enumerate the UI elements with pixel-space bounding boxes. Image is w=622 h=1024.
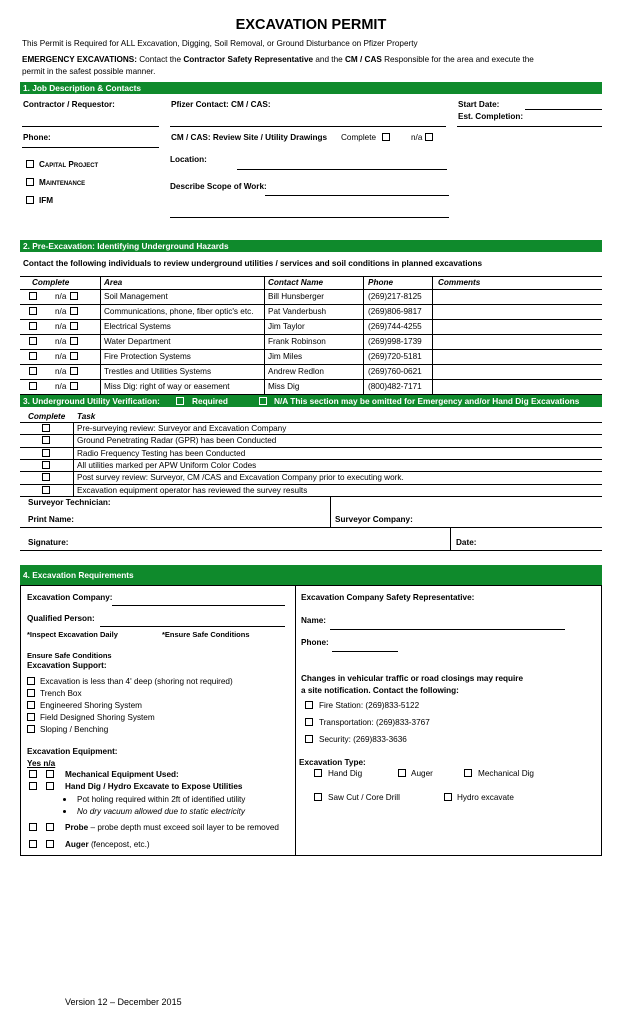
maintenance-checkbox[interactable] (26, 178, 34, 186)
task-row (20, 447, 602, 459)
row-na-label: n/a (55, 367, 67, 376)
type-mechanical: Mechanical Dig (478, 769, 534, 778)
surveyor-company-line[interactable] (330, 527, 602, 528)
section4-divider (295, 585, 296, 856)
task-text: Excavation equipment operator has reviewed the survey results (77, 485, 308, 495)
table-header-cell: Phone (368, 278, 394, 287)
emergency-text: Contact the (139, 55, 182, 64)
review-label: CM / CAS: Review Site / Utility Drawings (171, 133, 328, 142)
task-text: Post survey review: Surveyor, CM /CAS and Excavation Company prior to executing work. (77, 473, 404, 483)
table-row (20, 379, 602, 394)
date-label: Date: (456, 538, 477, 547)
row-na-label: n/a (55, 382, 67, 391)
bullet-1 (63, 798, 66, 801)
auger-na-checkbox[interactable] (46, 840, 54, 848)
support-option-label: Trench Box (40, 689, 82, 698)
location-label: Location: (170, 155, 207, 164)
row-contact: Jim Miles (268, 352, 303, 361)
phone-line[interactable] (22, 147, 159, 148)
signature-line[interactable] (20, 550, 450, 551)
review-na: n/a (411, 133, 423, 142)
required-label: Required (192, 396, 228, 406)
row-complete-checkbox[interactable] (29, 352, 37, 360)
review-line (171, 133, 327, 142)
table-row (20, 349, 602, 364)
changes-text-1: Changes in vehicular traffic or road closings may require (301, 674, 524, 683)
est-completion-line[interactable] (457, 126, 602, 127)
emergency-text3: Responsible for the area and execute the (384, 55, 534, 64)
ifm-label: IFM (39, 196, 54, 205)
probe-label: Probe (65, 823, 89, 832)
row-contact: Andrew Redlon (268, 367, 324, 376)
page-title: EXCAVATION PERMIT (235, 17, 387, 33)
support-option-checkbox[interactable] (27, 677, 35, 685)
row-na-checkbox[interactable] (70, 307, 78, 315)
task-complete-checkbox[interactable] (42, 424, 50, 432)
qualified-person-label: Qualified Person: (27, 614, 95, 623)
row-complete-checkbox[interactable] (29, 367, 37, 375)
type-mechanical-checkbox[interactable] (464, 769, 472, 777)
notification-checkbox[interactable] (305, 701, 313, 709)
table-header-cell: Area (104, 278, 123, 287)
support-option-label: Sloping / Benching (40, 725, 109, 734)
type-auger: Auger (411, 769, 433, 778)
row-area: Trestles and Utilities Systems (104, 367, 212, 376)
task-header-complete: Complete (28, 412, 66, 421)
hazard-contacts-table (20, 276, 602, 394)
surveyor-tech-label: Surveyor Technician: (28, 498, 111, 507)
bullet1-text: Pot holing required within 2ft of identified utility (77, 795, 246, 804)
bullet-2 (63, 810, 66, 813)
type-hand-dig: Hand Dig (328, 769, 363, 778)
rep-name-line[interactable] (330, 629, 565, 630)
section2-instruction: Contact the following individuals to review underground utilities / services and soil conditions in planned excavations (23, 259, 483, 268)
row-area: Fire Protection Systems (104, 352, 191, 361)
pfizer-contact-line (170, 126, 446, 127)
row-contact: Jim Taylor (268, 322, 305, 331)
row-na-label: n/a (55, 337, 67, 346)
support-option-label: Excavation is less than 4' deep (shoring not required) (40, 677, 233, 686)
row-phone: (269)744-4255 (368, 322, 422, 331)
row-na-checkbox[interactable] (70, 322, 78, 330)
print-name-label: Print Name: (28, 515, 74, 524)
scope-line-2[interactable] (170, 217, 449, 218)
support-option-checkbox[interactable] (27, 701, 35, 709)
row-phone: (269)720-5181 (368, 352, 422, 361)
signature-divider (450, 527, 451, 550)
auger-text: (fencepost, etc.) (90, 840, 150, 849)
row-contact: Frank Robinson (268, 337, 326, 346)
yes-na-header: Yes n/a (27, 759, 56, 768)
task-header-task: Task (77, 412, 96, 421)
surveyor-company-label: Surveyor Company: (335, 515, 413, 524)
table-header-cell: Comments (438, 278, 481, 287)
excavation-company-line[interactable] (112, 605, 285, 606)
required-checkbox[interactable] (176, 397, 184, 405)
emergency-text2: and the (315, 55, 343, 64)
row-na-label: n/a (55, 352, 67, 361)
emergency-line2: permit in the safest possible manner. (22, 67, 156, 76)
section3-header (20, 395, 602, 407)
start-date-label: Start Date: (458, 100, 500, 109)
task-complete-checkbox[interactable] (42, 486, 50, 494)
mech-na-checkbox[interactable] (46, 770, 54, 778)
equipment-title: Excavation Equipment: (27, 747, 118, 756)
review-complete: Complete (341, 133, 377, 142)
support-option-checkbox[interactable] (27, 713, 35, 721)
capital-project-label: Capital Project (39, 160, 99, 169)
emergency-bold2: CM / CAS (344, 55, 382, 64)
task-complete-checkbox[interactable] (42, 436, 50, 444)
hand-yes-checkbox[interactable] (29, 782, 37, 790)
task-text: All utilities marked per APW Uniform Color Codes (77, 460, 257, 470)
row-area: Miss Dig: right of way or easement (104, 382, 230, 391)
support-option-label: Field Designed Shoring System (40, 713, 155, 722)
rep-phone-label: Phone: (301, 638, 329, 647)
task-complete-checkbox[interactable] (42, 449, 50, 457)
row-na-label: n/a (55, 307, 67, 316)
task-text: Ground Penetrating Radar (GPR) has been Conducted (77, 436, 277, 446)
task-row (20, 484, 602, 496)
row-complete-checkbox[interactable] (29, 322, 37, 330)
type-hydro: Hydro excavate (457, 793, 514, 802)
row-na-label: n/a (55, 322, 67, 331)
emergency-bold1: Contractor Safety Representative (183, 55, 314, 64)
probe-na-checkbox[interactable] (46, 823, 54, 831)
row-na-checkbox[interactable] (70, 337, 78, 345)
type-auger-checkbox[interactable] (398, 769, 406, 777)
inspect-daily: *Inspect Excavation Daily (27, 630, 118, 639)
support-title: Excavation Support: (27, 661, 107, 670)
support-option-checkbox[interactable] (27, 689, 35, 697)
task-row (20, 434, 602, 446)
row-phone: (269)806-9817 (368, 307, 422, 316)
type-hydro-checkbox[interactable] (444, 793, 452, 801)
auger-yes-checkbox[interactable] (29, 840, 37, 848)
notification-contact: Security: (269)833-3636 (319, 735, 407, 744)
probe-text: – probe depth must exceed soil layer to be removed (90, 823, 279, 832)
section3-title: 3. Underground Utility Verification: (23, 396, 160, 406)
row-complete-checkbox[interactable] (29, 337, 37, 345)
table-row (20, 319, 602, 334)
signature-label: Signature: (28, 538, 69, 547)
review-complete-checkbox[interactable] (382, 133, 390, 141)
mech-label: Mechanical Equipment Used: (65, 770, 179, 779)
probe-yes-checkbox[interactable] (29, 823, 37, 831)
row-na-label: n/a (55, 292, 67, 301)
section1-header: 1. Job Description & Contacts (20, 82, 602, 94)
row-contact: Miss Dig (268, 382, 300, 391)
hand-na-checkbox[interactable] (46, 782, 54, 790)
row-phone: (269)760-0621 (368, 367, 422, 376)
maintenance-label: Maintenance (39, 178, 86, 187)
row-na-checkbox[interactable] (70, 382, 78, 390)
row-na-checkbox[interactable] (70, 352, 78, 360)
phone-label: Phone: (23, 133, 51, 142)
notification-checkbox[interactable] (305, 718, 313, 726)
rep-name-label: Name: (301, 616, 327, 625)
changes-text-2: a site notification. Contact the following: (301, 686, 459, 695)
task-complete-checkbox[interactable] (42, 473, 50, 481)
review-na-checkbox[interactable] (425, 133, 433, 141)
emergency-label: EMERGENCY EXCAVATIONS: (22, 55, 137, 64)
ensure-safe-title: Ensure Safe Conditions (27, 651, 112, 660)
table-row (20, 334, 602, 349)
type-hand-dig-checkbox[interactable] (314, 769, 322, 777)
notification-contact: Transportation: (269)833-3767 (319, 718, 430, 727)
row-area: Water Department (104, 337, 171, 346)
contractor-line (22, 126, 159, 127)
safety-rep-label: Excavation Company Safety Representative: (301, 593, 475, 602)
row-complete-checkbox[interactable] (29, 307, 37, 315)
mech-yes-checkbox[interactable] (29, 770, 37, 778)
row-na-checkbox[interactable] (70, 367, 78, 375)
notification-contact: Fire Station: (269)833-5122 (319, 701, 420, 710)
section2-header: 2. Pre-Excavation: Identifying Underground Hazards (20, 240, 602, 252)
verification-tasks-table (20, 410, 602, 496)
task-row-border (20, 496, 602, 497)
table-row (20, 289, 602, 304)
task-row (20, 471, 602, 483)
auger-label: Auger (65, 840, 89, 849)
version-footer: Version 12 – December 2015 (65, 997, 182, 1007)
task-complete-checkbox[interactable] (42, 461, 50, 469)
row-complete-checkbox[interactable] (29, 382, 37, 390)
task-text: Radio Frequency Testing has been Conducted (77, 448, 246, 458)
task-row (20, 422, 602, 434)
support-option-label: Engineered Shoring System (40, 701, 142, 710)
row-contact: Bill Hunsberger (268, 292, 324, 301)
task-text: Pre-surveying review: Surveyor and Excavation Company (77, 424, 287, 433)
est-completion-label: Est. Completion: (458, 112, 524, 121)
ensure-safe: *Ensure Safe Conditions (162, 630, 250, 639)
section3-na-note: N/A This section may be omitted for Emergency and/or Hand Dig Excavations (274, 396, 580, 406)
row-na-checkbox[interactable] (70, 292, 78, 300)
pfizer-contact-label: Pfizer Contact: CM / CAS: (171, 100, 271, 109)
support-option-checkbox[interactable] (27, 725, 35, 733)
type-saw-cut: Saw Cut / Core Drill (328, 793, 400, 802)
row-phone: (269)217-8125 (368, 292, 422, 301)
row-area: Communications, phone, fiber optic's etc. (104, 307, 254, 316)
location-line[interactable] (237, 169, 447, 170)
type-title: Excavation Type: (299, 758, 366, 767)
table-header-cell: Contact Name (268, 278, 324, 287)
date-line[interactable] (450, 550, 602, 551)
section4-header: 4. Excavation Requirements (20, 565, 602, 585)
probe-line (65, 823, 279, 832)
contractor-label: Contractor / Requestor: (23, 100, 115, 109)
row-contact: Pat Vanderbush (268, 307, 327, 316)
qualified-person-line[interactable] (100, 626, 285, 627)
start-date-line[interactable] (525, 109, 602, 110)
row-phone: (800)482-7171 (368, 382, 422, 391)
row-phone: (269)998-1739 (368, 337, 422, 346)
section3-na-checkbox[interactable] (259, 397, 267, 405)
notification-checkbox[interactable] (305, 735, 313, 743)
rep-phone-line[interactable] (332, 651, 398, 652)
table-header-cell: Complete (32, 278, 70, 287)
scope-line-1[interactable] (265, 195, 449, 196)
table-top-border (20, 276, 602, 277)
row-area: Electrical Systems (104, 322, 171, 331)
scope-label: Describe Scope of Work: (170, 182, 267, 191)
emergency-line (22, 55, 534, 64)
table-row (20, 364, 602, 379)
print-name-line[interactable] (20, 527, 330, 528)
bullet2-text: No dry vacuum allowed due to static electricity (77, 807, 245, 816)
intro-text: This Permit is Required for ALL Excavation, Digging, Soil Removal, or Ground Disturbance on Pfizer Property (22, 39, 418, 48)
type-saw-cut-checkbox[interactable] (314, 793, 322, 801)
task-row (20, 459, 602, 471)
auger-line (65, 840, 150, 849)
ifm-checkbox[interactable] (26, 196, 34, 204)
excavation-company-label: Excavation Company: (27, 593, 113, 602)
row-complete-checkbox[interactable] (29, 292, 37, 300)
row-area: Soil Management (104, 292, 168, 301)
print-name-divider (330, 496, 331, 527)
hand-dig-label: Hand Dig / Hydro Excavate to Expose Utilities (65, 782, 243, 791)
capital-project-checkbox[interactable] (26, 160, 34, 168)
table-row (20, 304, 602, 319)
